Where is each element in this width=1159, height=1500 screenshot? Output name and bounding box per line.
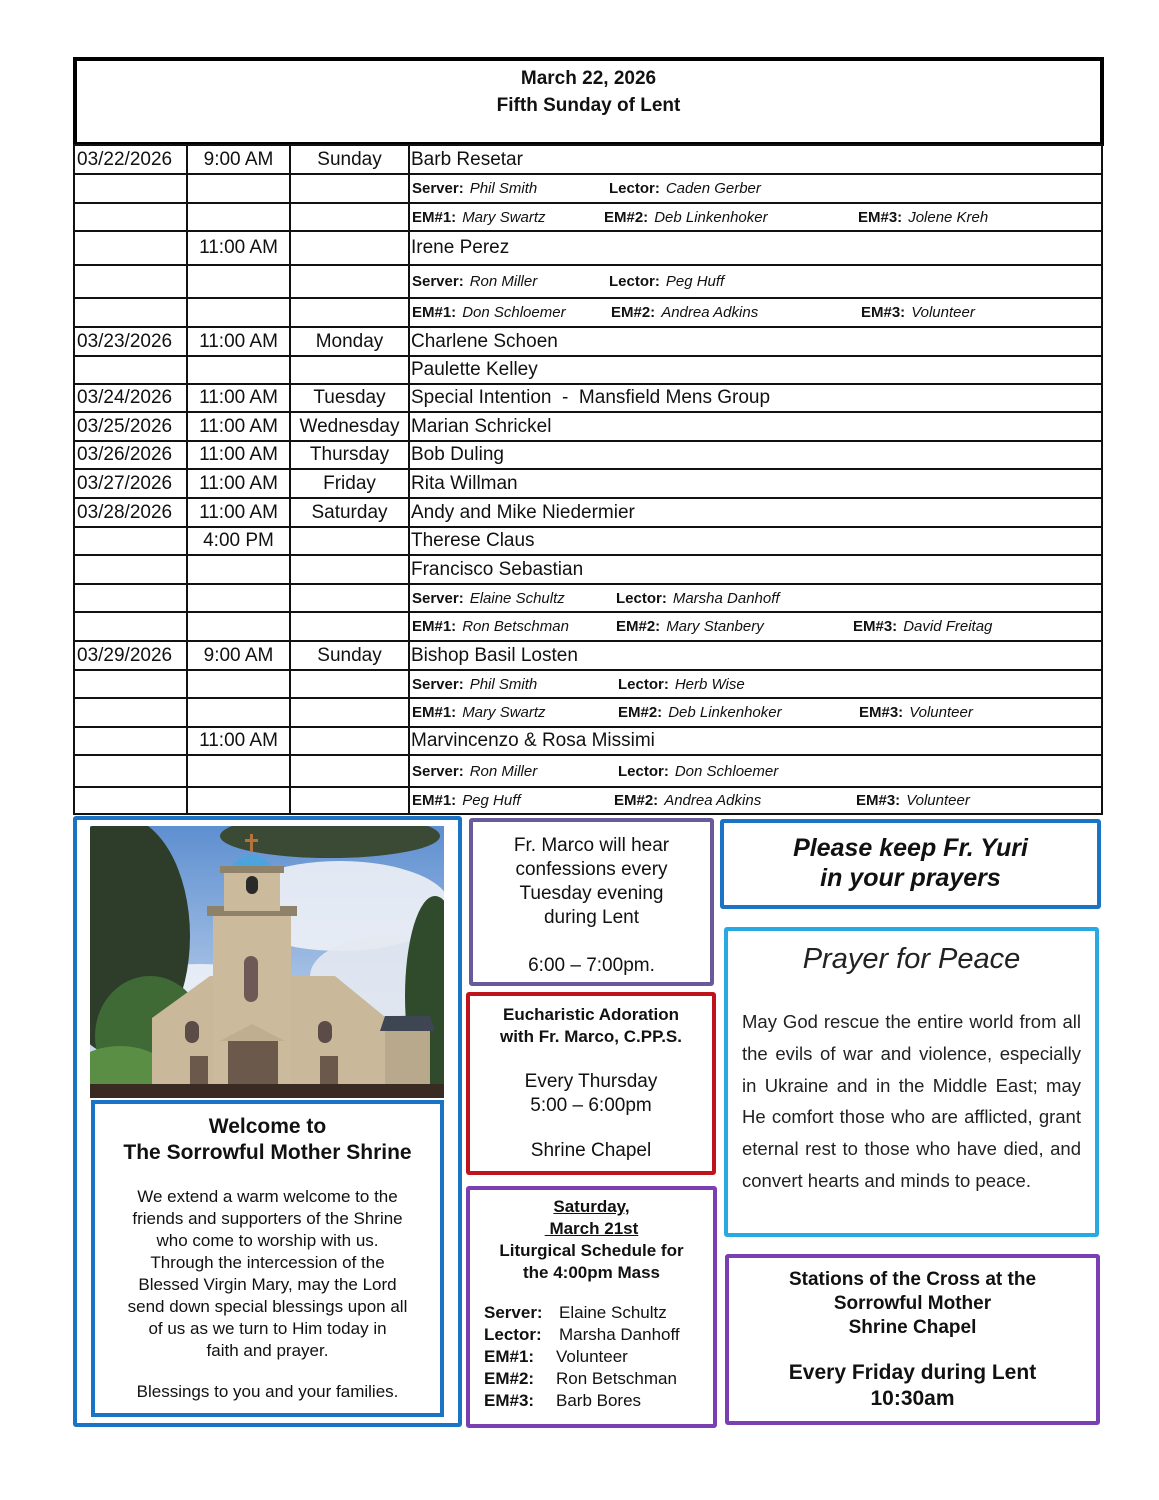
mass-intention: Charlene Schoen [409,327,1102,356]
mass-ministers [409,670,1102,698]
mass-day [290,787,409,814]
minister-role-label: EM#3: [858,208,903,226]
mass-date: 03/22/2026 [74,145,187,174]
mass-day [290,584,409,612]
adoration-day: Every Thursday [524,1071,658,1092]
mass-date: 03/23/2026 [74,327,187,356]
minister-assignment [858,209,1058,226]
schedule-intention-row [74,641,1102,670]
mass-date [74,670,187,698]
mass-day [290,298,409,327]
mass-ministers [409,612,1102,641]
minister-role-label: Server: [412,675,464,693]
minister-assignment [614,792,856,809]
stations-title-line1: Stations of the Cross at the [788,1269,1037,1290]
minister-name: Volunteer [911,304,975,321]
role-label: Lector: [484,1325,542,1344]
confessions-line: confessions every [515,859,668,880]
welcome-line: faith and prayer. [206,1341,329,1360]
schedule-intention-row [74,727,1102,755]
minister-name: Mary Swartz [462,208,546,226]
mass-day [290,527,409,555]
saturday-roles [470,1302,713,1412]
saturday-role-row [484,1390,713,1412]
stations-when [729,1360,1096,1412]
mass-time [187,755,290,787]
role-value: Elaine Schultz [559,1303,667,1322]
mass-intention: Irene Perez [409,231,1102,265]
role-value: Barb Bores [556,1391,642,1410]
minister-role-label: Server: [412,180,464,197]
church-photo [90,826,444,1098]
header-date: March 22, 2026 [520,68,657,89]
minister-role-label: Lector: [609,273,660,290]
mass-day [290,755,409,787]
minister-name: Herb Wise [674,675,745,693]
mass-time [187,356,290,384]
mass-day [290,203,409,231]
minister-name: Ron Miller [469,273,538,290]
mass-date [74,356,187,384]
mass-intention: Marian Schrickel [409,412,1102,441]
minister-role-label: EM#1: [412,304,457,321]
minister-assignment [618,704,859,721]
mass-time [187,265,290,298]
mass-ministers [409,265,1102,298]
minister-name: Phil Smith [469,675,538,693]
minister-assignment [412,180,609,197]
minister-assignment [859,704,1059,721]
mass-time [187,584,290,612]
minister-assignment [861,304,1061,321]
mass-date: 03/27/2026 [74,469,187,498]
minister-assignment [412,704,618,721]
schedule-intention-row [74,231,1102,265]
minister-assignment [616,590,866,607]
minister-assignment [412,792,614,809]
confessions-notice [469,818,714,986]
mass-time [187,787,290,814]
minister-role-label: Server: [412,762,464,780]
minister-name: Andrea Adkins [664,792,762,809]
mass-time: 11:00 AM [187,498,290,527]
mass-date [74,231,187,265]
minister-name: Volunteer [906,792,970,809]
schedule-intention-row [74,498,1102,527]
minister-role-label: Lector: [618,762,669,780]
mass-intention: Barb Resetar [409,145,1102,174]
mass-time: 11:00 AM [187,441,290,469]
minister-role-label: EM#1: [412,792,457,809]
role-label: Server: [484,1303,543,1322]
minister-role-label: EM#2: [611,304,656,321]
mass-day [290,612,409,641]
mass-ministers [409,755,1102,787]
adoration-title-line2: with Fr. Marco, C.PP.S. [499,1027,682,1046]
mass-date [74,298,187,327]
mass-intention: Andy and Mike Niedermier [409,498,1102,527]
mass-intention: Bishop Basil Losten [409,641,1102,670]
mass-ministers [409,203,1102,231]
confessions-time: 6:00 – 7:00pm. [528,955,655,976]
minister-role-label: EM#3: [853,618,898,635]
confessions-line: during Lent [543,907,640,928]
prayer-for-peace-box [724,927,1099,1237]
welcome-line: friends and supporters of the Shrine [132,1209,403,1228]
minister-role-label: EM#2: [616,618,661,635]
minister-role-label: Lector: [616,589,667,607]
saturday-role-row [484,1346,713,1368]
mass-day [290,670,409,698]
minister-assignment [412,676,618,693]
stations-title-line2: Sorrowful Mother [833,1293,992,1314]
minister-name: Volunteer [909,704,973,721]
mass-time: 9:00 AM [187,145,290,174]
saturday-role-row [484,1302,713,1324]
saturday-date-line2: March 21st [544,1219,639,1238]
welcome-body [95,1186,440,1362]
schedule-intention-row [74,555,1102,584]
mass-schedule-table [73,144,1103,815]
mass-time [187,612,290,641]
mass-day [290,265,409,298]
welcome-line: who come to worship with us. [156,1231,379,1250]
welcome-line: Blessed Virgin Mary, may the Lord [138,1275,397,1294]
minister-name: Don Schloemer [462,304,566,321]
saturday-role-row [484,1368,713,1390]
mass-ministers [409,787,1102,814]
header-occasion: Fifth Sunday of Lent [496,95,681,116]
minister-role-label: Server: [412,273,464,290]
saturday-title-line3: Liturgical Schedule for [499,1241,684,1260]
minister-assignment [412,763,618,780]
minister-name: Andrea Adkins [661,304,759,321]
minister-role-label: Lector: [618,675,669,693]
stations-title [729,1268,1096,1340]
mass-date [74,174,187,203]
welcome-line: Through the intercession of the [150,1253,385,1272]
mass-date: 03/26/2026 [74,441,187,469]
mass-time: 11:00 AM [187,727,290,755]
minister-role-label: EM#1: [412,208,457,226]
role-value: Marsha Danhoff [559,1325,680,1344]
minister-role-label: EM#2: [604,208,649,226]
mass-time [187,698,290,727]
mass-date [74,527,187,555]
schedule-ministers-row [74,298,1102,327]
schedule-intention-row [74,469,1102,498]
minister-role-label: Server: [412,589,464,607]
stations-of-cross-box [725,1254,1100,1425]
schedule-ministers-row [74,755,1102,787]
prayer-request-line2: in your prayers [820,864,1001,892]
mass-schedule-body [74,145,1102,814]
minister-assignment [609,180,859,197]
welcome-line: of us as we turn to Him today in [148,1319,387,1338]
mass-day [290,727,409,755]
bulletin-header [73,57,1104,146]
schedule-ministers-row [74,787,1102,814]
prayer-for-peace-title: Prayer for Peace [802,943,1021,975]
minister-assignment [611,304,861,321]
minister-name: David Freitag [903,618,993,635]
role-label: EM#2: [484,1369,535,1388]
mass-time: 11:00 AM [187,327,290,356]
welcome-title-line1: Welcome to [208,1115,327,1138]
confessions-line: Fr. Marco will hear [513,835,670,856]
mass-day [290,698,409,727]
adoration-time: 5:00 – 6:00pm [530,1095,652,1116]
welcome-title [95,1114,440,1166]
saturday-date-line1: Saturday, [553,1197,630,1216]
schedule-ministers-row [74,174,1102,203]
stations-title-line3: Shrine Chapel [848,1317,977,1338]
welcome-message-box [91,1100,444,1417]
welcome-title-line2: The Sorrowful Mother Shrine [123,1141,412,1164]
mass-time [187,555,290,584]
role-label: EM#3: [484,1391,535,1410]
mass-time: 11:00 AM [187,412,290,441]
minister-role-label: EM#2: [618,704,663,721]
mass-day [290,174,409,203]
schedule-ministers-row [74,584,1102,612]
mass-time [187,670,290,698]
role-value: Volunteer [556,1347,628,1366]
minister-name: Elaine Schultz [469,589,565,607]
schedule-ministers-row [74,203,1102,231]
mass-day: Sunday [290,641,409,670]
mass-time: 11:00 AM [187,384,290,412]
minister-assignment [616,618,853,635]
welcome-line: We extend a warm welcome to the [137,1187,398,1206]
minister-assignment [604,209,858,226]
mass-date [74,265,187,298]
minister-name: Peg Huff [462,792,521,809]
minister-assignment [618,676,868,693]
prayer-request-box [720,819,1101,909]
mass-day: Sunday [290,145,409,174]
mass-intention: Francisco Sebastian [409,555,1102,584]
adoration-notice [466,992,716,1175]
minister-assignment [412,590,616,607]
minister-assignment [618,763,868,780]
saturday-role-row [484,1324,713,1346]
schedule-ministers-row [74,698,1102,727]
mass-date [74,584,187,612]
mass-date: 03/28/2026 [74,498,187,527]
minister-assignment [412,273,609,290]
mass-date [74,727,187,755]
minister-role-label: EM#3: [861,304,906,321]
mass-day: Wednesday [290,412,409,441]
mass-intention: Marvincenzo & Rosa Missimi [409,727,1102,755]
minister-role-label: Lector: [609,180,660,197]
minister-name: Deb Linkenhoker [668,704,782,721]
mass-ministers [409,584,1102,612]
prayer-request-line1: Please keep Fr. Yuri [793,834,1028,862]
mass-intention: Special Intention - Mansfield Mens Group [409,384,1102,412]
minister-name: Ron Miller [469,762,538,780]
mass-time [187,203,290,231]
mass-intention: Rita Willman [409,469,1102,498]
mass-ministers [409,298,1102,327]
mass-day: Tuesday [290,384,409,412]
minister-name: Don Schloemer [674,762,779,780]
schedule-intention-row [74,527,1102,555]
schedule-intention-row [74,441,1102,469]
minister-name: Marsha Danhoff [672,589,780,607]
mass-intention: Bob Duling [409,441,1102,469]
minister-name: Mary Stanbery [666,618,764,635]
schedule-ministers-row [74,612,1102,641]
saturday-schedule-title [470,1196,713,1284]
prayer-for-peace-body: May God rescue the entire world from all the evils of war and violence, especially in Ukraine and in the Middle East; may He comfort those who are afflicted, grant eternal rest to those who have died, and convert hearts and minds to peace. [742,1011,1081,1191]
mass-day: Thursday [290,441,409,469]
minister-role-label: EM#2: [614,792,659,809]
minister-role-label: EM#3: [859,704,904,721]
mass-date [74,555,187,584]
mass-date [74,755,187,787]
mass-day [290,231,409,265]
minister-name: Deb Linkenhoker [654,208,768,226]
mass-time [187,298,290,327]
mass-day: Monday [290,327,409,356]
mass-date [74,612,187,641]
minister-assignment [412,304,611,321]
mass-date [74,787,187,814]
mass-date: 03/29/2026 [74,641,187,670]
minister-assignment [412,209,604,226]
minister-role-label: EM#3: [856,792,901,809]
adoration-title [470,1004,712,1048]
minister-role-label: EM#1: [412,618,457,635]
schedule-intention-row [74,384,1102,412]
schedule-intention-row [74,327,1102,356]
mass-ministers [409,698,1102,727]
mass-time: 9:00 AM [187,641,290,670]
mass-date: 03/25/2026 [74,412,187,441]
mass-time: 4:00 PM [187,527,290,555]
schedule-ministers-row [74,265,1102,298]
stations-when-line1: Every Friday during Lent [788,1361,1037,1384]
mass-intention: Paulette Kelley [409,356,1102,384]
minister-assignment [412,618,616,635]
minister-assignment [856,792,1056,809]
minister-name: Mary Swartz [462,704,546,721]
schedule-ministers-row [74,670,1102,698]
minister-role-label: EM#1: [412,704,457,721]
adoration-title-line1: Eucharistic Adoration [502,1005,679,1024]
mass-time: 11:00 AM [187,469,290,498]
schedule-intention-row [74,356,1102,384]
mass-time: 11:00 AM [187,231,290,265]
mass-day [290,555,409,584]
mass-date [74,203,187,231]
mass-day: Friday [290,469,409,498]
role-label: EM#1: [484,1347,535,1366]
adoration-place: Shrine Chapel [530,1140,652,1161]
adoration-when [470,1070,712,1118]
minister-name: Caden Gerber [665,180,761,197]
saturday-title-line4: the 4:00pm Mass [523,1263,660,1282]
minister-assignment [609,273,859,290]
mass-ministers [409,174,1102,203]
schedule-intention-row [74,412,1102,441]
mass-time [187,174,290,203]
minister-name: Peg Huff [665,273,725,290]
saturday-schedule-box [466,1186,717,1428]
confessions-line: Tuesday evening [519,883,664,904]
welcome-line: send down special blessings upon all [127,1297,408,1316]
minister-name: Ron Betschman [462,618,569,635]
minister-name: Phil Smith [469,180,538,197]
mass-day [290,356,409,384]
minister-assignment [853,618,1053,635]
mass-intention: Therese Claus [409,527,1102,555]
welcome-blessing: Blessings to you and your families. [136,1382,399,1401]
minister-name: Jolene Kreh [908,208,989,226]
stations-when-line2: 10:30am [870,1387,955,1410]
mass-day: Saturday [290,498,409,527]
mass-date: 03/24/2026 [74,384,187,412]
role-value: Ron Betschman [556,1369,677,1388]
mass-date [74,698,187,727]
schedule-intention-row [74,145,1102,174]
